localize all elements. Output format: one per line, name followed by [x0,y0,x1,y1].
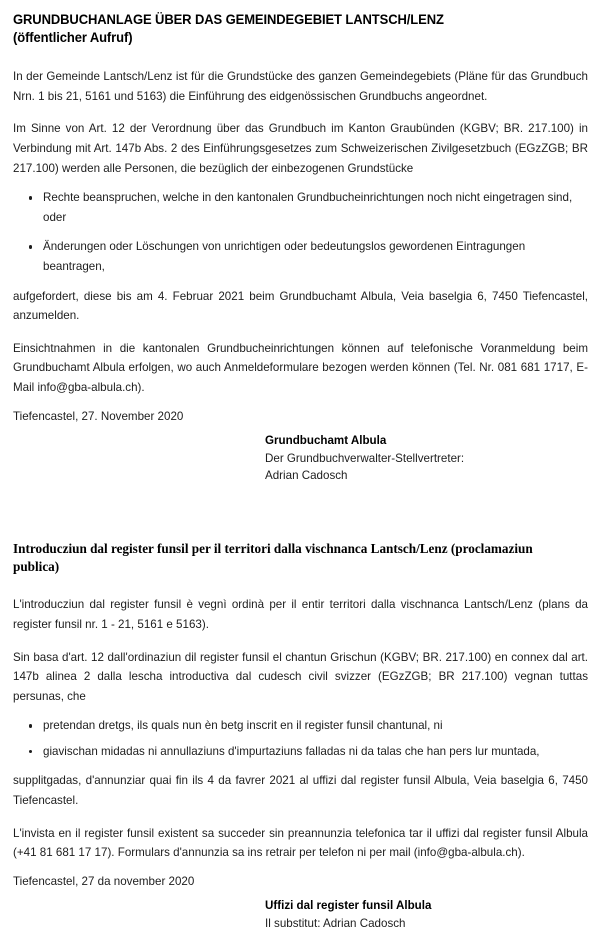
list-item: Änderungen oder Löschungen von unrichtigen oder bedeutungslos gewordenen Eintragungen beantragen, [13,237,588,276]
german-signature-organisation: Grundbuchamt Albula [265,434,387,448]
spacer [13,761,588,771]
german-bullet-list [13,188,588,276]
german-title-line-2: (öffentlicher Aufruf) [13,29,133,45]
german-place-date: Tiefencastel, 27. November 2020 [13,409,184,423]
spacer [13,106,588,119]
german-section [13,11,588,484]
german-signature-name: Adrian Cadosch [265,468,348,482]
spacer [13,398,588,407]
spacer [13,178,588,188]
german-paragraph-1: In der Gemeinde Lantsch/Lenz ist für die Grundstücke des ganzen Gemeindegebiets (Pläne für das Grundbuch Nrn. 1 bis 21, 5161 und 5163) die Einführung des eidgenössischen Grundbuchs angeordnet. [13,70,588,103]
spacer [13,46,588,67]
spacer [13,575,588,595]
romansh-title-line-1: Introducziun dal register funsil per il territori dalla vischnanca Lantsch/Lenz (proclamaziun [13,541,533,557]
spacer [13,326,588,339]
section-spacer [13,484,588,540]
romansh-paragraph-2: Sin basa d'art. 12 dall'ordinaziun dil register funsil el chantun Grischun (KGBV; BR. 217.100) en connex dal art. 147b alinea 2 dalla lescha introductiva dal cudesch civil svizzer (EGzZGB; BR 217.100) vegnan tuttas persunas, che [13,650,588,703]
spacer [13,277,588,287]
romansh-paragraph-4: L'invista en il register funsil existent sa succeder sin preannunzia telefonica tar il uffizi dal register funsil Albula (+41 81 681 17 17). Formulars d'annunzia sa ins retrair per telefon ni per mail (info@gba-albula.ch). [13,826,588,860]
romansh-title-line-2: publica) [13,558,60,574]
spacer [13,706,588,716]
spacer [13,811,588,824]
romansh-signature-organisation: Uffizi dal register funsil Albula [265,899,432,913]
spacer [13,863,588,872]
list-item: Rechte beanspruchen, welche in den kantonalen Grundbucheinrichtungen noch nicht eingetragen sind, oder [13,188,588,227]
romansh-place-date: Tiefencastel, 27 da november 2020 [13,874,195,888]
german-document-title [13,11,571,46]
list-item: pretendan dretgs, ils quals nun èn betg inscrit en il register funsil chantunal, ni [13,716,588,736]
romansh-paragraph-1: L'introducziun dal register funsil è vegnì ordinà per il entir territori dalla vischnanca Lantsch/Lenz (plans da register funsil nr. 1 - 21, 5161 e 5163). [13,598,588,631]
romansh-section [13,540,588,932]
german-signature-block [265,432,588,484]
german-paragraph-2: Im Sinne von Art. 12 der Verordnung über das Grundbuch im Kanton Graubünden (KGBV; BR. 217.100) in Verbindung mit Art. 147b Abs. 2 des Einführungsgesetzes zum Schweizerischen Zivilgesetzbuch (EGzZGB; BR 217.100) werden alle Personen, die bezüglich der einbezogenen Grundstücke [13,122,588,175]
romansh-signature-block [265,897,588,932]
spacer [13,635,588,648]
list-item: giavischan midadas ni annullaziuns d'impurtaziuns falladas ni da talas che han pers lur muntada, [13,742,588,762]
german-title-line-1: GRUNDBUCHANLAGE ÜBER DAS GEMEINDEGEBIET LANTSCH/LENZ [13,12,444,27]
german-paragraph-4: Einsichtnahmen in die kantonalen Grundbucheinrichtungen können auf telefonische Voranmeldung beim Grundbuchamt Albula erfolgen, wo auch Anmeldeformulare bezogen werden können (Tel. Nr. 081 681 1717, E-Mail info@gba-albula.ch). [13,341,588,394]
romansh-paragraph-3: supplitgadas, d'annunziar quai fin ils 4 da favrer 2021 al uffizi dal register funsil Albula, Veia baselgia 6, 7450 Tiefencastel. [13,774,588,808]
german-paragraph-3: aufgefordert, diese bis am 4. Februar 2021 beim Grundbuchamt Albula, Veia baselgia 6, 7450 Tiefencastel, anzumelden. [13,289,588,323]
romansh-signature-role: Il substitut: Adrian Cadosch [265,916,406,930]
german-signature-role: Der Grundbuchverwalter-Stellvertreter: [265,451,465,465]
romansh-bullet-list [13,716,588,761]
romansh-document-title [13,540,588,575]
